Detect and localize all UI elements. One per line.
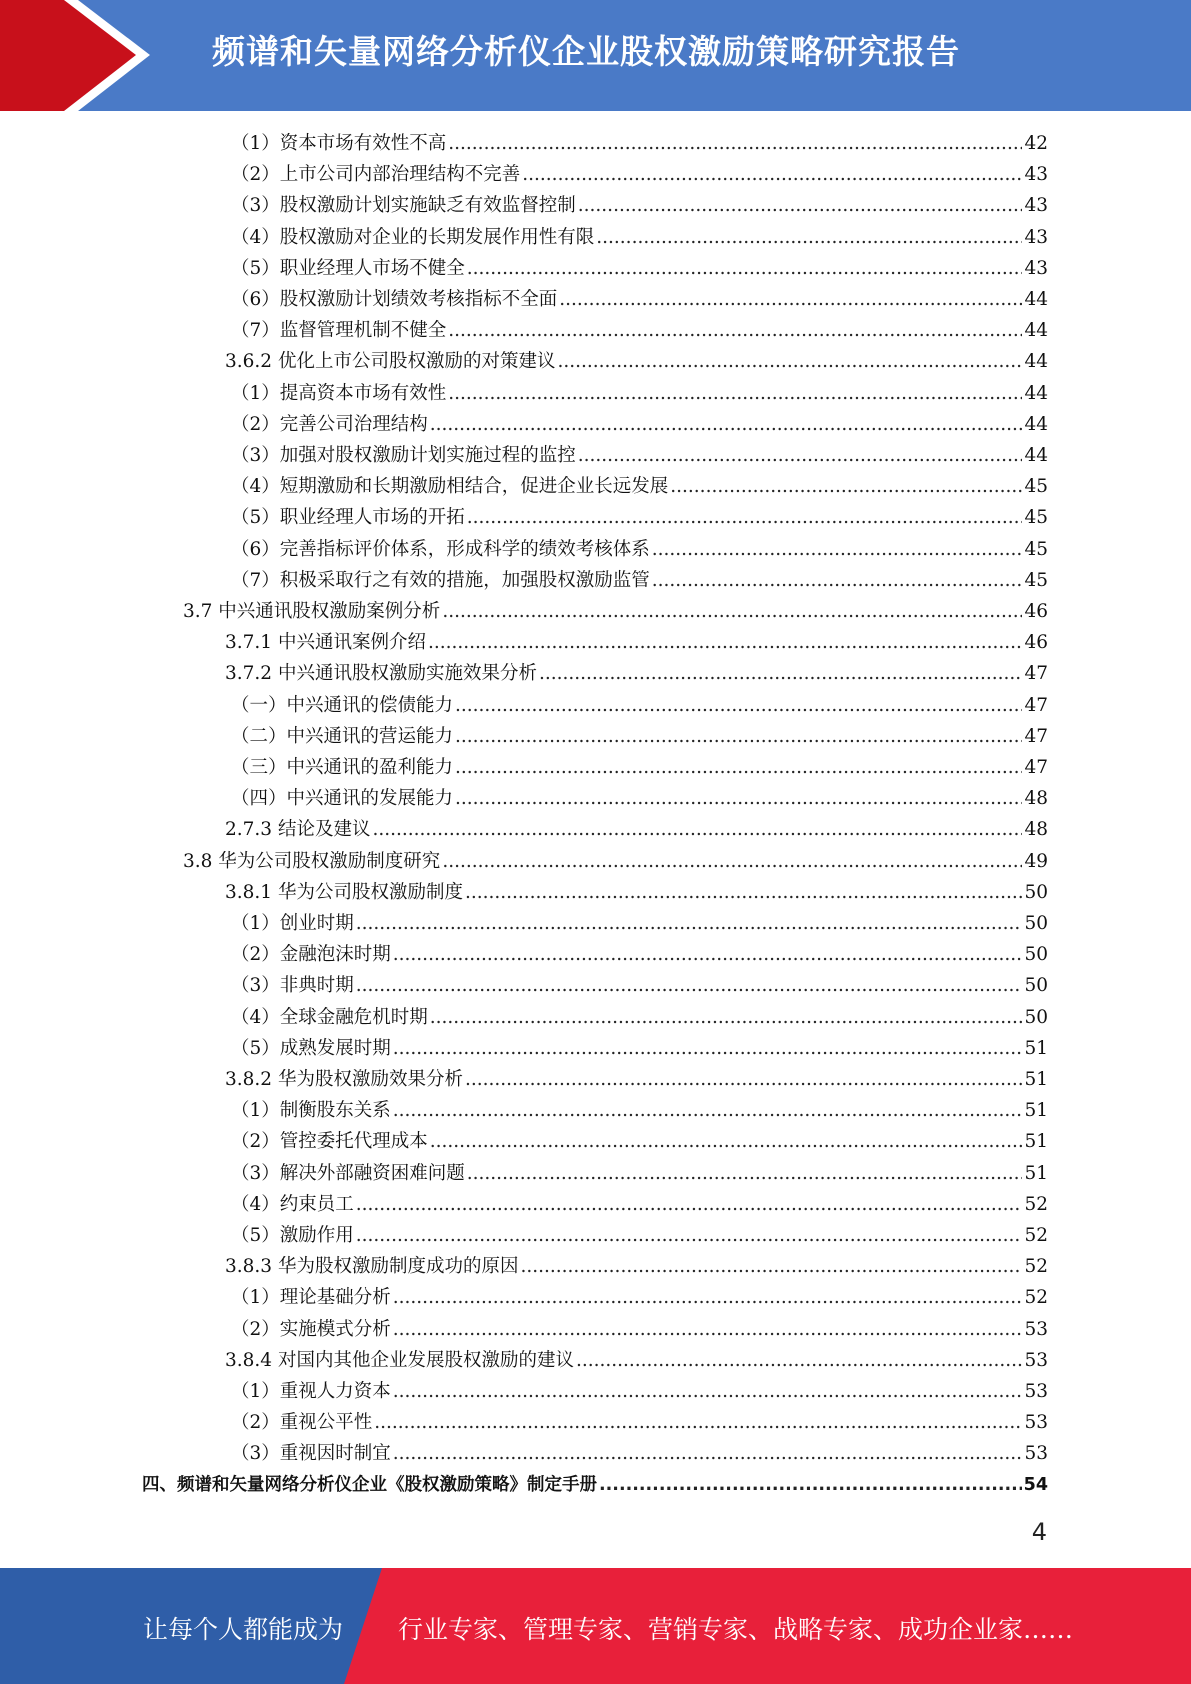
toc-entry[interactable] [231, 1095, 1048, 1126]
toc-leader-dots [596, 222, 1022, 253]
toc-entry[interactable] [231, 222, 1048, 253]
toc-entry-page: 48 [1024, 819, 1048, 841]
toc-entry-page: 51 [1024, 1131, 1048, 1153]
toc-leader-dots [652, 534, 1023, 565]
toc-leader-dots [372, 814, 1022, 845]
toc-entry[interactable] [225, 877, 1048, 908]
toc-leader-dots [393, 1095, 1023, 1126]
toc-leader-dots [393, 1314, 1023, 1345]
toc-entry[interactable] [231, 471, 1048, 502]
toc-entry-label: （6）股权激励计划绩效考核指标不全面 [231, 289, 558, 310]
toc-entry-page: 49 [1024, 850, 1048, 872]
toc-entry-label: （3）非典时期 [231, 975, 354, 997]
toc-entry-label: （3）重视因时制宜 [231, 1443, 391, 1465]
toc-entry-page: 47 [1024, 725, 1048, 747]
toc-entry-label: （1）理论基础分析 [231, 1287, 391, 1309]
toc-leader-dots [465, 1064, 1022, 1095]
toc-leader-dots [576, 1345, 1022, 1376]
toc-entry-page: 45 [1024, 476, 1048, 498]
toc-leader-dots [578, 190, 1023, 221]
toc-entry-label: （1）提高资本市场有效性 [231, 382, 447, 404]
toc-entry-label: （6）完善指标评价体系，形成科学的绩效考核体系 [231, 538, 650, 560]
toc-entry-page: 45 [1024, 569, 1048, 591]
toc-entry[interactable] [183, 846, 1048, 877]
toc-entry-page: 45 [1024, 507, 1048, 529]
toc-leader-dots [442, 596, 1022, 627]
toc-entry-page: 43 [1024, 226, 1048, 248]
toc-entry-page: 53 [1024, 1349, 1048, 1371]
toc-entry-page: 53 [1024, 1381, 1048, 1402]
toc-entry-page: 43 [1024, 195, 1048, 217]
toc-leader-dots [356, 1189, 1023, 1220]
toc-leader-dots [448, 315, 1022, 346]
toc-leader-dots [455, 783, 1022, 814]
toc-leader-dots [393, 939, 1023, 970]
toc-leader-dots [448, 128, 1022, 159]
toc-entry-label: （4）全球金融危机时期 [231, 1006, 428, 1028]
toc-entry-label: （4）约束员工 [231, 1193, 354, 1215]
toc-entry-label: 2.7.3 结论及建议 [225, 819, 371, 841]
footer-slogan-left: 让每个人都能成为 [143, 1615, 344, 1644]
toc-entry[interactable] [231, 315, 1048, 346]
toc-entry-label: 3.8.3 华为股权激励制度成功的原因 [225, 1256, 519, 1278]
toc-entry-label: （7）积极采取行之有效的措施，加强股权激励监管 [231, 569, 650, 591]
toc-entry-label: （二）中兴通讯的营运能力 [231, 725, 454, 747]
toc-leader-dots [356, 908, 1023, 939]
toc-entry[interactable] [231, 190, 1048, 221]
toc-entry-label: （2）管控委托代理成本 [231, 1131, 428, 1153]
toc-entry-label: （2）金融泡沫时期 [231, 944, 391, 966]
toc-entry-label: （5）职业经理人市场的开拓 [231, 507, 465, 529]
toc-entry-label: （2）重视公平性 [231, 1412, 373, 1434]
toc-leader-dots [430, 1126, 1023, 1157]
toc-entry-page: 46 [1024, 632, 1048, 654]
toc-leader-dots [557, 346, 1022, 377]
toc-entry-label: （2）完善公司治理结构 [231, 413, 428, 435]
toc-leader-dots [652, 565, 1023, 596]
toc-entry-label: （1）制衡股东关系 [231, 1100, 391, 1122]
toc-entry[interactable] [231, 565, 1048, 596]
toc-entry-page: 48 [1024, 788, 1048, 810]
toc-entry-label: （四）中兴通讯的发展能力 [231, 788, 454, 810]
toc-entry[interactable] [231, 284, 1048, 315]
toc-leader-dots [393, 1376, 1023, 1407]
toc-entry-page: 44 [1024, 320, 1048, 342]
toc-entry-page: 44 [1024, 351, 1048, 373]
toc-entry[interactable] [231, 502, 1048, 533]
toc-entry[interactable] [225, 346, 1048, 377]
toc-leader-dots [670, 471, 1022, 502]
toc-entry-page: 43 [1024, 257, 1048, 279]
report-title: 频谱和矢量网络分析仪企业股权激励策略研究报告 [212, 32, 960, 71]
toc-entry[interactable] [231, 752, 1048, 783]
toc-leader-dots [442, 846, 1022, 877]
toc-entry[interactable] [225, 1345, 1048, 1376]
header-arrow-decoration [0, 0, 160, 111]
toc-entry[interactable] [183, 596, 1048, 627]
toc-entry[interactable] [231, 1282, 1048, 1313]
toc-entry-label: 3.7.1 中兴通讯案例介绍 [225, 632, 426, 654]
toc-leader-dots [393, 1282, 1023, 1313]
toc-entry-page: 44 [1024, 382, 1048, 404]
toc-entry-page: 44 [1024, 445, 1048, 466]
toc-entry[interactable] [142, 1470, 1048, 1501]
toc-entry[interactable] [225, 1251, 1048, 1282]
page-header [0, 0, 1191, 111]
toc-entry-label: （5）职业经理人市场不健全 [231, 257, 465, 279]
toc-entry-page: 51 [1024, 1162, 1048, 1184]
toc-leader-dots [428, 627, 1022, 658]
toc-entry-label: 四、频谱和矢量网络分析仪企业《股权激励策略》制定手册 [142, 1474, 597, 1495]
toc-entry[interactable] [231, 1220, 1048, 1251]
toc-entry-page: 47 [1024, 694, 1048, 716]
toc-entry-page: 51 [1024, 1037, 1048, 1059]
toc-entry-page: 53 [1024, 1412, 1048, 1434]
toc-entry-page: 52 [1024, 1256, 1048, 1278]
toc-entry[interactable] [231, 1002, 1048, 1033]
footer-slogan-right: 行业专家、管理专家、营销专家、战略专家、成功企业家…… [398, 1615, 1074, 1644]
toc-leader-dots [539, 658, 1022, 689]
toc-entry[interactable] [225, 658, 1048, 689]
toc-entry-page: 50 [1024, 975, 1048, 997]
toc-leader-dots [455, 752, 1022, 783]
toc-leader-dots [356, 970, 1023, 1001]
toc-entry-label: 3.8.4 对国内其他企业发展股权激励的建议 [225, 1349, 574, 1371]
toc-leader-dots [578, 440, 1023, 471]
header-arrow-red [0, 0, 136, 111]
toc-leader-dots [467, 1158, 1023, 1189]
toc-leader-dots [448, 378, 1022, 409]
toc-leader-dots [467, 502, 1023, 533]
toc-entry[interactable] [231, 1376, 1048, 1407]
toc-entry[interactable] [231, 1033, 1048, 1064]
toc-entry-label: （1）创业时期 [231, 913, 354, 934]
toc-leader-dots [393, 1033, 1023, 1064]
toc-entry-label: 3.6.2 优化上市公司股权激励的对策建议 [225, 351, 556, 373]
toc-entry-label: （2）实施模式分析 [231, 1318, 391, 1340]
toc-entry[interactable] [231, 783, 1048, 814]
toc-entry[interactable] [225, 627, 1048, 658]
toc-entry-label: 3.8.1 华为公司股权激励制度 [225, 881, 463, 903]
toc-entry-label: （三）中兴通讯的盈利能力 [231, 757, 454, 778]
toc-leader-dots [393, 1438, 1023, 1469]
toc-entry-page: 51 [1024, 1069, 1048, 1090]
page-footer [0, 1568, 1191, 1684]
toc-entry-page: 52 [1024, 1225, 1048, 1246]
toc-entry[interactable] [231, 721, 1048, 752]
toc-entry-label: （3）股权激励计划实施缺乏有效监督控制 [231, 195, 576, 217]
toc-entry[interactable] [225, 1064, 1048, 1095]
toc-leader-dots [467, 253, 1023, 284]
toc-entry-page: 53 [1024, 1318, 1048, 1340]
toc-entry-page: 50 [1024, 1006, 1048, 1028]
toc-entry-page: 50 [1024, 944, 1048, 966]
toc-leader-dots [522, 159, 1022, 190]
toc-entry[interactable] [231, 939, 1048, 970]
toc-entry-page: 54 [1023, 1474, 1048, 1495]
toc-entry[interactable] [231, 1314, 1048, 1345]
toc-leader-dots [430, 409, 1023, 440]
toc-entry-label: （2）上市公司内部治理结构不完善 [231, 164, 521, 186]
toc-entry[interactable] [231, 1407, 1048, 1438]
toc-leader-dots [430, 1002, 1023, 1033]
toc-entry[interactable] [231, 1438, 1048, 1469]
toc-entry-label: 3.7 中兴通讯股权激励案例分析 [183, 601, 441, 622]
toc-entry[interactable] [231, 1158, 1048, 1189]
toc-entry[interactable] [231, 690, 1048, 721]
toc-leader-dots [374, 1407, 1022, 1438]
toc-leader-dots [465, 877, 1022, 908]
page-number: 4 [1031, 1518, 1047, 1546]
toc-entry-page: 44 [1024, 289, 1048, 310]
toc-entry-label: （1）重视人力资本 [231, 1381, 391, 1402]
toc-entry-page: 47 [1024, 757, 1048, 778]
toc-entry-label: （一）中兴通讯的偿债能力 [231, 694, 454, 716]
toc-entry[interactable] [231, 409, 1048, 440]
toc-entry-page: 45 [1024, 538, 1048, 560]
toc-entry-page: 43 [1024, 164, 1048, 186]
toc-entry[interactable] [231, 534, 1048, 565]
toc-entry-page: 52 [1024, 1287, 1048, 1309]
toc-leader-dots [455, 721, 1022, 752]
toc-entry-label: 3.7.2 中兴通讯股权激励实施效果分析 [225, 663, 537, 685]
toc-entry-label: （4）股权激励对企业的长期发展作用性有限 [231, 226, 595, 248]
toc-entry-label: （5）成熟发展时期 [231, 1037, 391, 1059]
toc-entry-label: （3）解决外部融资困难问题 [231, 1162, 465, 1184]
toc-entry[interactable] [231, 159, 1048, 190]
toc-entry-page: 44 [1024, 413, 1048, 435]
toc-entry-label: 3.8.2 华为股权激励效果分析 [225, 1069, 463, 1090]
toc-entry-label: （5）激励作用 [231, 1225, 354, 1246]
toc-leader-dots [356, 1220, 1023, 1251]
toc-entry[interactable] [231, 253, 1048, 284]
toc-entry[interactable] [231, 378, 1048, 409]
toc-leader-dots [520, 1251, 1022, 1282]
toc-entry-page: 42 [1024, 133, 1048, 154]
toc-entry-page: 50 [1024, 881, 1048, 903]
toc-entry-page: 50 [1024, 913, 1048, 934]
toc-entry[interactable] [231, 440, 1048, 471]
toc-leader-dots [559, 284, 1022, 315]
toc-entry-page: 53 [1024, 1443, 1048, 1465]
toc-entry-label: （7）监督管理机制不健全 [231, 320, 447, 342]
toc-entry-label: （1）资本市场有效性不高 [231, 133, 447, 154]
toc-entry[interactable] [231, 908, 1048, 939]
toc-entry[interactable] [231, 1189, 1048, 1220]
toc-entry[interactable] [225, 814, 1048, 845]
toc-entry-page: 52 [1024, 1193, 1048, 1215]
toc-entry-page: 46 [1024, 601, 1048, 622]
toc-entry[interactable] [231, 1126, 1048, 1157]
toc-entry-label: （3）加强对股权激励计划实施过程的监控 [231, 445, 576, 466]
toc-entry[interactable] [231, 128, 1048, 159]
toc-entry-page: 51 [1024, 1100, 1048, 1122]
toc-entry[interactable] [231, 970, 1048, 1001]
toc-leader-dots [599, 1470, 1022, 1501]
toc-entry-label: （4）短期激励和长期激励相结合，促进企业长远发展 [231, 476, 669, 498]
toc-leader-dots [455, 690, 1022, 721]
toc-entry-label: 3.8 华为公司股权激励制度研究 [183, 850, 441, 872]
toc-entry-page: 47 [1024, 663, 1048, 685]
